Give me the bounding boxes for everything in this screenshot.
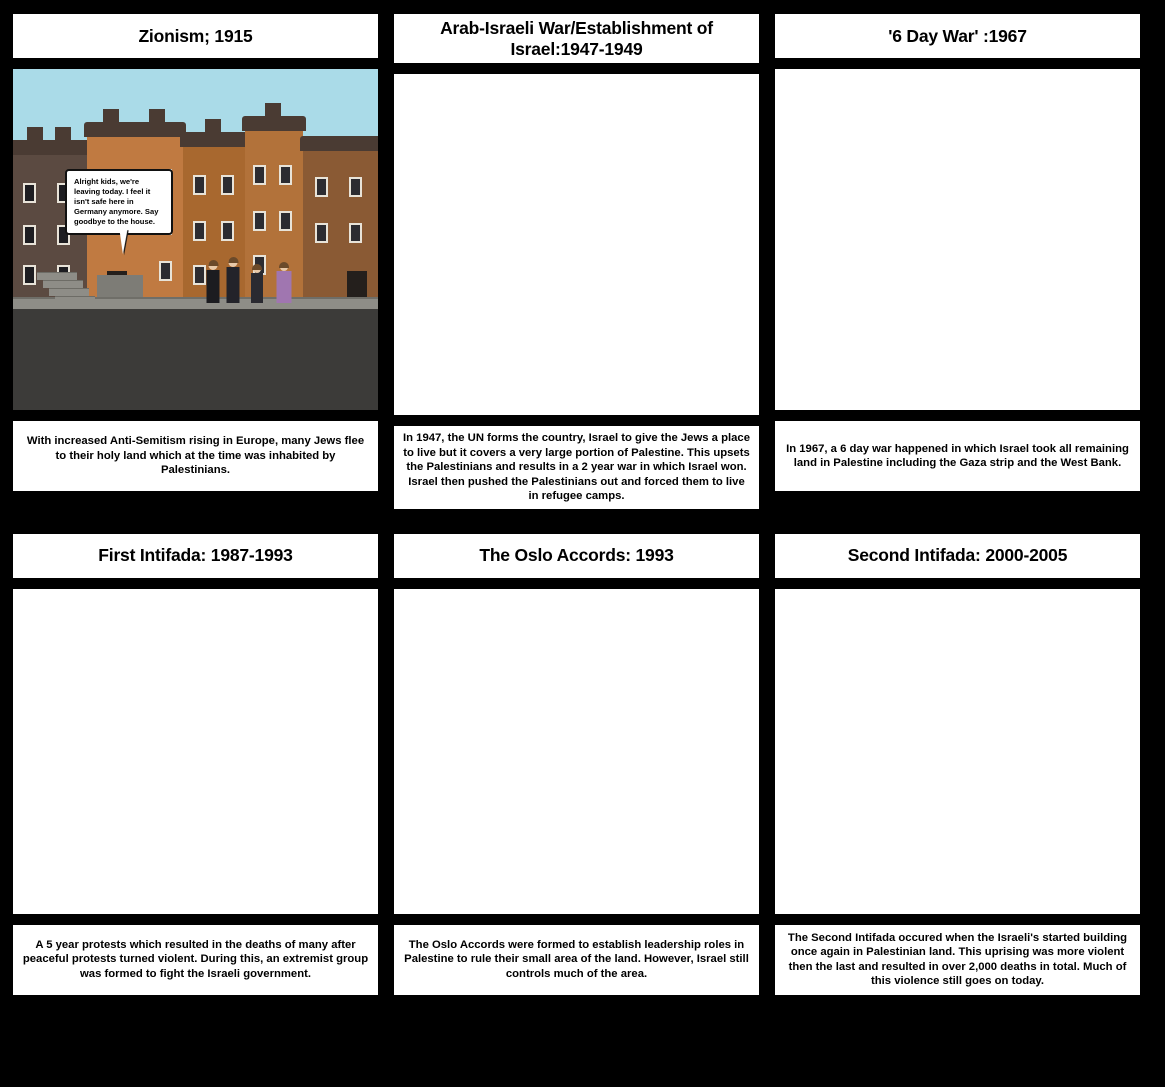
window	[221, 221, 234, 241]
window	[253, 211, 266, 231]
cell-title-box[interactable]	[773, 12, 1142, 60]
window	[159, 261, 172, 281]
cell-caption: The Second Intifada occured when the Israeli's started building once again in Palestinian land. This uprising was more violent then the last and resulted in over 2,000 deaths in total. Much of this violence still goes on today.	[787, 931, 1128, 987]
cell-caption-box[interactable]	[392, 923, 761, 997]
cell-art-box[interactable]	[773, 587, 1142, 916]
window	[279, 211, 292, 231]
hair	[228, 257, 238, 263]
window	[221, 175, 234, 195]
window	[349, 177, 362, 197]
window	[315, 223, 328, 243]
stair-step	[43, 280, 83, 288]
cell-title: Second Intifada: 2000-2005	[847, 545, 1068, 566]
dormer-window	[265, 103, 281, 119]
cell-caption: A 5 year protests which resulted in the deaths of many after peaceful protests turned violent. During this, an extremist group was formed to fight the Israeli government.	[22, 938, 369, 980]
cell-art-box[interactable]	[392, 72, 761, 417]
dormer-window	[149, 109, 165, 125]
street	[13, 309, 378, 412]
speech-bubble	[65, 169, 173, 235]
hair	[208, 260, 218, 266]
cell-art-box[interactable]	[11, 587, 380, 916]
cell-caption-box[interactable]	[773, 923, 1142, 997]
cell-caption-box[interactable]	[11, 923, 380, 997]
head	[229, 258, 238, 267]
window	[23, 265, 36, 285]
cell-title: Zionism; 1915	[138, 25, 253, 46]
roof	[11, 140, 90, 155]
head	[253, 265, 261, 273]
cell-title-box[interactable]	[773, 532, 1142, 580]
window	[193, 221, 206, 241]
body	[227, 267, 240, 303]
body	[207, 270, 220, 303]
roof	[84, 122, 186, 137]
window	[23, 225, 36, 245]
cell-title-box[interactable]	[11, 12, 380, 60]
dormer-window	[103, 109, 119, 125]
storyboard-row-1	[11, 12, 1154, 511]
stair-step	[37, 272, 77, 280]
character-child-1	[249, 265, 265, 303]
storyboard-cell-2[interactable]	[392, 12, 761, 511]
cell-title: Arab-Israeli War/Establishment of Israel:1947-1949	[440, 18, 713, 59]
character-mother	[225, 258, 241, 303]
cell-art-box[interactable]	[773, 67, 1142, 412]
dormer-window	[27, 127, 43, 143]
cell-caption-box[interactable]	[773, 419, 1142, 493]
storyboard-cell-1[interactable]	[11, 12, 380, 511]
window	[349, 223, 362, 243]
character-father	[205, 261, 221, 303]
cell-title-box[interactable]	[392, 12, 761, 65]
body	[251, 273, 263, 303]
dormer-window	[205, 119, 221, 135]
cell-caption-box[interactable]	[11, 419, 380, 493]
cell-caption-box[interactable]	[392, 424, 761, 510]
cell-title: '6 Day War' :1967	[888, 25, 1027, 46]
stair-step	[49, 288, 89, 296]
storyboard-cell-6[interactable]	[773, 532, 1142, 997]
cell-title-box[interactable]	[392, 532, 761, 580]
storyboard-row-2	[11, 532, 1154, 997]
window	[315, 177, 328, 197]
window	[253, 165, 266, 185]
cell-title: First Intifada: 1987-1993	[98, 545, 293, 566]
body	[277, 271, 292, 303]
illustration-street-scene	[13, 69, 378, 410]
cell-caption: In 1947, the UN forms the country, Israel to give the Jews a place to live but it covers a very large portion of Palestine. This upsets the Palestinians and results in a 2 year war in which Israel won. Israel then pushed the Palestinians out and forced them to live in refugee camps.	[403, 432, 750, 503]
roof	[300, 136, 380, 151]
cell-title: The Oslo Accords: 1993	[479, 545, 674, 566]
cell-art-box[interactable]	[11, 67, 380, 412]
storyboard-cell-5[interactable]	[392, 532, 761, 997]
cell-art-box[interactable]	[392, 587, 761, 916]
cell-caption: With increased Anti-Semitism rising in Europe, many Jews flee to their holy land which at the time was inhabited by Palestinians.	[26, 435, 365, 477]
character-child-2	[275, 263, 293, 303]
cell-caption: The Oslo Accords were formed to establish leadership roles in Palestine to rule their small area of the land. However, Israel still controls much of the area.	[404, 938, 749, 980]
window	[279, 165, 292, 185]
storyboard-cell-4[interactable]	[11, 532, 380, 997]
storyboard-cell-3[interactable]	[773, 12, 1142, 511]
building-5	[303, 149, 378, 305]
dormer-window	[55, 127, 71, 143]
head	[280, 263, 288, 271]
head	[209, 261, 218, 270]
cell-caption: In 1967, a 6 day war happened in which Israel took all remaining land in Palestine including the Gaza strip and the West Bank.	[786, 442, 1129, 469]
cell-title-box[interactable]	[11, 532, 380, 580]
speech-bubble-text: Alright kids, we're leaving today. I feel it isn't safe here in Germany anymore. Say goodbye to the house.	[74, 177, 159, 227]
window	[193, 175, 206, 195]
window	[23, 183, 36, 203]
hair	[252, 264, 262, 270]
hair	[279, 262, 289, 268]
stair-step	[55, 296, 95, 304]
